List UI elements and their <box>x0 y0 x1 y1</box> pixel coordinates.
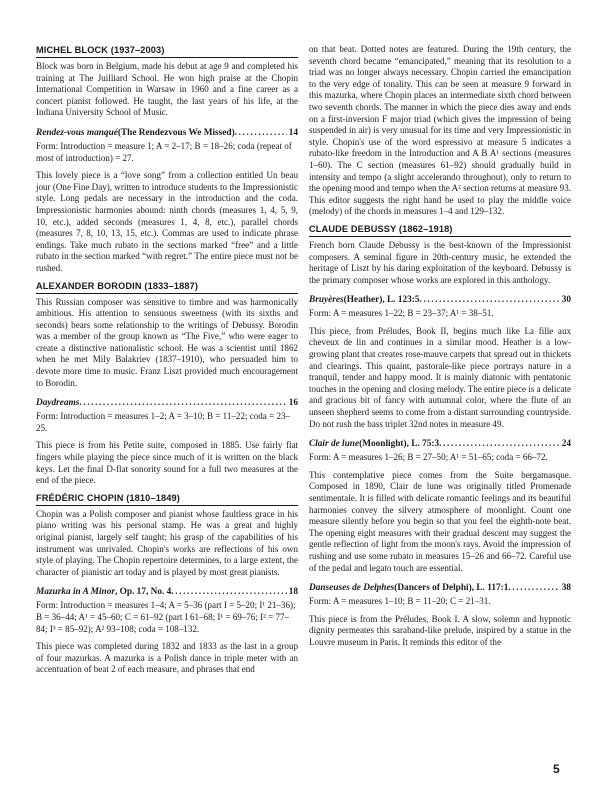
leader-dots <box>439 438 560 450</box>
piece-title-text: Bruyères <box>309 295 344 306</box>
piece-title-text: Rendez-vous manqué <box>36 127 118 138</box>
composer-bio-block: Block was born in Belgium, made his debut at age 9 and completed his training at The Juilliard School. He won high praise at the Chopin International Competition in Warsaw in 1960 and a fine career as a concert pianist followed. He taught, the last years of his life, at the Indiana University School of Music. <box>36 61 298 118</box>
piece-title-subtitle: (The Rendezvous We Missed) <box>117 127 235 138</box>
piece-title-subtitle: (Heather), L. 123:5 <box>343 295 420 306</box>
piece-form-rendezvous: Form: Introduction = measure 1; A = 2–17; B = 18–26; coda (repeat of most of introduction) = 27. <box>36 140 292 163</box>
piece-form-clair-de-lune: Form: A = measures 1–26; B = 27–50; A¹ = 51–65; coda = 66–72. <box>309 452 548 463</box>
leader-dots <box>171 586 286 598</box>
piece-title-rendezvous <box>36 127 298 139</box>
left-column <box>36 44 298 681</box>
piece-page-number: 14 <box>288 127 298 138</box>
piece-form-daydreams: Form: Introduction = measures 1–2; A = 3–10; B = 11–22; coda = 23–25. <box>36 411 291 433</box>
piece-title-text: Daydreams <box>36 398 80 409</box>
composer-heading-debussy: CLAUDE DEBUSSY (1862–1918) <box>309 223 571 237</box>
piece-title-bruyeres <box>309 294 571 306</box>
page-number: 5 <box>553 762 560 776</box>
composer-bio-chopin: Chopin was a Polish composer and pianist whose faultless grace in his piano writing was his personal stamp. He was a great and highly original pianist, largely self taught; his grasp of the capabilities of his instrument was unrivaled. Chopin's works are reflections of his own style of playing. The Chopin repertoire determines, to a large extent, the character of pianistic art today and is played by most great pianists. <box>36 508 298 577</box>
composer-bio-debussy: French born Claude Debussy is the best-known of the Impressionist composers. A seminal figure in 20th-century music, he extended the heritage of Liszt by his daring exploitation of the keyboard. Debussy is the primary composer whose works are explored in this anthology. <box>309 239 571 285</box>
piece-page-number: 38 <box>561 583 571 594</box>
composer-bio-borodin: This Russian composer was sensitive to timbre and was harmonically ambitious. His attention to sensuous sweetness (with its sixths and seconds) bears some relationship to the writings of Debussy. Borodin was a member of the group known as “The Five,” who were eager to create a distinctive nationalistic school. He was a scientist until 1862 when he met Mily Balakriev (1837–1910), who persuaded him to devote more time to music. Franz Liszt provided much encouragement to Borodin. <box>36 296 298 388</box>
piece-title-danseuses <box>309 582 571 594</box>
piece-description-danseuses: This piece is from the Préludes, Book I. A slow, solemn and hypnotic dignity permeates this saraband-like prelude, inspired by a statue in the Louvre museum in Paris. It reminds this editor of the <box>309 613 571 647</box>
leader-dots <box>420 294 560 306</box>
piece-title-clair-de-lune <box>309 438 571 450</box>
composer-heading-borodin: ALEXANDER BORODIN (1833–1887) <box>36 280 298 294</box>
piece-page-number: 24 <box>561 439 571 450</box>
piece-form-bruyeres: Form: A = measures 1–22; B = 23–37; A¹ = 38–51. <box>309 308 494 319</box>
piece-form-danseuses: Form: A = measures 1–10; B = 11–20; C = 21–31. <box>309 596 491 607</box>
piece-title-subtitle: (Dancers of Delphi), L. 117:1 <box>394 583 509 594</box>
leader-dots <box>235 127 287 139</box>
piece-description-rendezvous: This lovely piece is a “love song” from a collection entitled Un beau jour (One Fine Day), written to introduce students to the Impressionistic style. Long pedals are necessary in the introduction and the coda. Impressionistic harmonies abound: ninth chords (measures 1, 4, 5, 9, 10, etc.), added seconds (measures 1, 4, 8, etc.), parallel chords (measures 7, 8, 10, 13, 15, etc.). Commas are used to indicate phrase endings. Take much rubato in the sections marked “free” and a little rubato in the section marked “with regret.” The entire piece must not be rushed. <box>36 170 298 273</box>
piece-title-daydreams <box>36 397 298 409</box>
piece-page-number: 16 <box>288 398 298 409</box>
piece-description-daydreams: This piece is from his Petite suite, composed in 1885. Use fairly flat fingers while playing the piece since much of it is written on the black keys. Let the final D-flat sonority sound for a full two measures at the end of the piece. <box>36 440 298 486</box>
piece-description-mazurka-continued: on that beat. Dotted notes are featured. During the 19th century, the seventh chord became “emancipated,” meaning that its resolution to a triad was no longer always necessary. Chopin carried the emancipation to the very edge of tonality. This can be seen at measure 9 forward in this mazurka, where Chopin places an intermediate sixth chord between two seventh chords. The manner in which the piece dies away and ends on a first-inversion F major triad (which gives the impression of being suspended in air) is very unusual for its time and very Impressionistic in style. Chopin's use of the word espressivo at measure 5 indicates a rubato-like freedom in the Introduction and A B A¹ sections (measures 1–60). The C section (measures 61–92) should gradually build in intensity and tempo (a slight accelerando throughout), only to return to the opening mood and tempo when the A² section returns at measure 93. This editor suggests the right hand be used to play the middle voice (melody) of the chords in measures 1–4 and 129–132. <box>309 44 571 217</box>
composer-heading-chopin: FRÉDÉRIC CHOPIN (1810–1849) <box>36 492 298 506</box>
leader-dots <box>79 397 286 409</box>
piece-page-number: 30 <box>561 295 571 306</box>
piece-title-subtitle: , Op. 17, No. 4 <box>114 587 172 598</box>
piece-title-text: Danseuses de Delphes <box>309 583 395 594</box>
piece-title-mazurka <box>36 586 298 598</box>
piece-description-mazurka: This piece was completed during 1832 and 1833 as the last in a group of four mazurkas. A mazurka is a Polish dance in triple meter with an accentuation of beat 2 of each measure, and phrases that end <box>36 641 298 675</box>
piece-description-clair-de-lune: This contemplative piece comes from the Suite bergamasque. Composed in 1890, Clair de lune was originally titled Promenade sentimentale. It is filled with delicate romantic feelings and its beautiful harmonies convey the silvery atmosphere of moonlight. Count one measure silently before you begin so that you feel the eighth-note beat. The opening eight measures with their gradual descent may suggest the gentle reflection of light from the moon's rays. Avoid the impression of rushing and use some rubato in measures 15–26 and 66–72. Careful use of the pedal and legato touch are essential. <box>309 469 571 573</box>
piece-title-text: Mazurka in A Minor <box>36 587 115 598</box>
piece-title-text: Clair de lune <box>309 439 360 450</box>
right-column <box>309 44 571 654</box>
composer-heading-block: MICHEL BLOCK (1937–2003) <box>36 44 298 58</box>
piece-description-bruyeres: This piece, from Préludes, Book II, begins much like La fille aux cheveux de lin and continues in a similar mood. Heather is a low-growing plant that creates rose-mauve carpets that spread out in thickets and clearings. This quaint, pastorale-like piece portrays nature in a tranquil, tender and happy mood. It is mainly diatonic with pentatonic touches in the opening and closing melody. The entire piece is a delicate and gracious bit of fancy with autumnal color, where the flute of an unseen shepherd seems to come from a distant surrounding countryside. Do not rush the bass triplet 32nd notes in measure 49. <box>309 325 571 429</box>
piece-title-subtitle: (Moonlight), L. 75:3 <box>359 439 440 450</box>
leader-dots <box>508 582 559 594</box>
piece-form-mazurka: Form: Introduction = measures 1–4; A = 5–36 (part I = 5–20; I¹ 21–36); B = 36–44; A¹ = 45–60; C = 61–92 (part I 61–68; I¹ = 69–76; I² = 77–84; I³ = 85–92); A² 93–108; coda = 108–132. <box>36 600 296 634</box>
piece-page-number: 18 <box>288 587 298 598</box>
